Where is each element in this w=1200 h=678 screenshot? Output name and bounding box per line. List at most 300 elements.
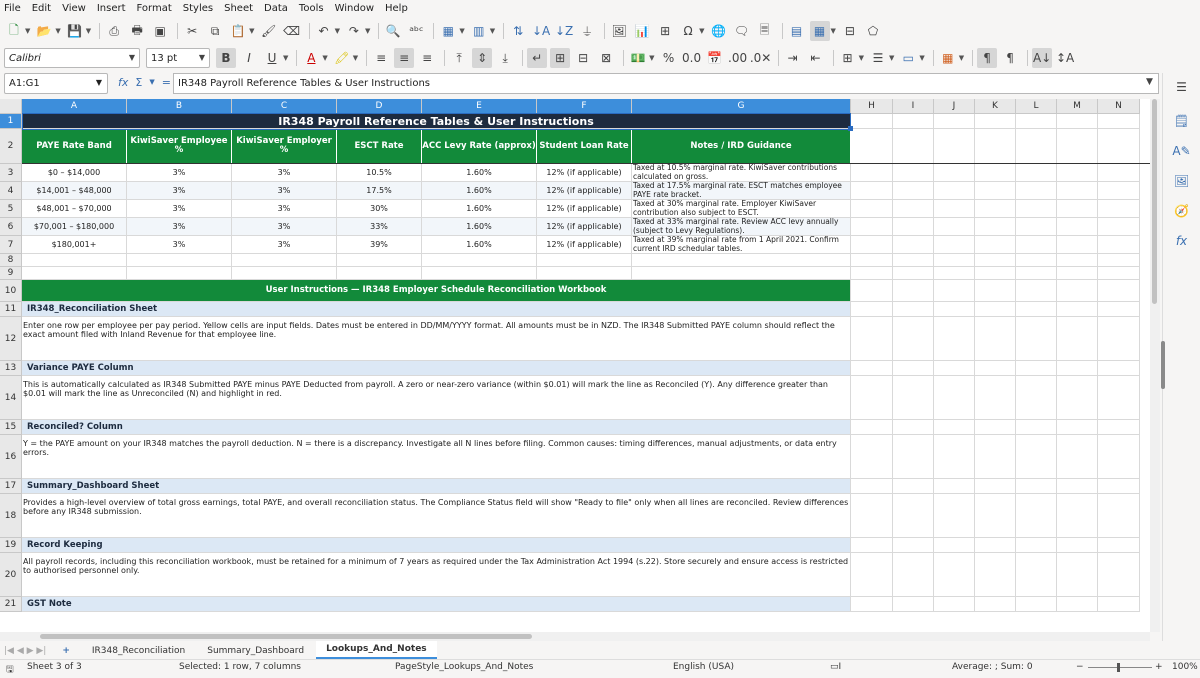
align-left-icon[interactable]: ≡ <box>376 51 387 65</box>
grid-cell[interactable] <box>851 129 893 164</box>
grid-cell[interactable] <box>1016 182 1057 200</box>
chevron-down-icon[interactable]: ▼ <box>888 54 895 62</box>
table-cell[interactable]: 3% <box>127 236 232 254</box>
table-cell[interactable]: 1.60% <box>422 200 537 218</box>
grid-cell[interactable] <box>1098 479 1140 494</box>
section-body-cell[interactable]: This is automatically calculated as IR348 Submitted PAYE minus PAYE Deducted from payroll. A zero or near-zero variance (within $0.01) will mark the line as Reconciled (Y). Any difference greater than $0.01 will mark the line as Unreconciled (N) and highlight in red. <box>22 376 851 420</box>
text-direction-ltr-icon[interactable]: ¶ <box>977 48 997 68</box>
sort-ascending-icon[interactable]: ↓A <box>531 24 551 38</box>
grid-cell[interactable] <box>632 254 851 267</box>
italic-icon[interactable]: I <box>247 51 251 65</box>
chevron-down-icon[interactable]: ▼ <box>95 78 102 87</box>
grid-cell[interactable] <box>851 218 893 236</box>
number-format-icon[interactable]: 0.0 <box>682 51 702 65</box>
grid-cell[interactable] <box>851 376 893 420</box>
grid-cell[interactable] <box>1098 302 1140 317</box>
navigator-icon[interactable]: 🧭 <box>1174 204 1189 218</box>
row-header[interactable]: 16 <box>0 435 22 479</box>
grid-cell[interactable] <box>893 218 934 236</box>
menu-item-sheet[interactable]: Sheet <box>224 3 254 14</box>
zoom-slider-handle[interactable] <box>1117 663 1120 672</box>
insert-chart-icon[interactable]: 📊 <box>634 24 650 38</box>
table-cell[interactable]: 12% (if applicable) <box>537 200 632 218</box>
section-body-cell[interactable]: Provides a high-level overview of total gross earnings, total PAYE, and overall reconciliation status. The Compliance Status field will show "Ready to file" only when all lines are reconciled. Review differences before any IR348 submission. <box>22 494 851 538</box>
row-header[interactable]: 8 <box>0 254 22 267</box>
grid-cell[interactable] <box>1057 597 1098 612</box>
grid-cell[interactable] <box>975 280 1016 302</box>
merge-center-icon[interactable]: ⊞ <box>550 48 570 68</box>
column-header[interactable]: B <box>127 99 232 114</box>
row-header[interactable]: 21 <box>0 597 22 612</box>
open-folder-icon[interactable]: 📂 <box>36 24 52 38</box>
column-header[interactable]: K <box>975 99 1016 114</box>
hyperlink-icon[interactable]: 🌐 <box>711 24 726 38</box>
column-header[interactable]: F <box>537 99 632 114</box>
grid-cell[interactable] <box>1016 435 1057 479</box>
grid-cell[interactable] <box>1098 553 1140 597</box>
chevron-down-icon[interactable]: ▼ <box>283 54 289 62</box>
menu-item-help[interactable]: Help <box>385 3 408 14</box>
highlight-color-icon[interactable]: 🖍 <box>334 51 350 65</box>
chevron-down-icon[interactable]: ▼ <box>364 27 371 35</box>
grid-cell[interactable] <box>851 267 893 280</box>
grid-cell[interactable] <box>934 538 975 553</box>
table-cell[interactable]: 3% <box>232 182 337 200</box>
grid-cell[interactable] <box>851 280 893 302</box>
undo-icon[interactable]: ↶ <box>318 24 329 38</box>
grid-cell[interactable] <box>975 494 1016 538</box>
section-heading-cell[interactable]: Summary_Dashboard Sheet <box>22 479 851 494</box>
clone-formatting-icon[interactable]: 🖌 <box>260 24 277 38</box>
grid-cell[interactable] <box>851 553 893 597</box>
table-cell[interactable]: 3% <box>232 218 337 236</box>
grid-cell[interactable] <box>851 200 893 218</box>
chevron-down-icon[interactable]: ▼ <box>459 27 465 35</box>
grid-cell[interactable] <box>1057 361 1098 376</box>
notes-cell[interactable]: Taxed at 39% marginal rate from 1 April 2021. Confirm current IRD schedular tables. <box>632 236 851 254</box>
chevron-down-icon[interactable]: ▼ <box>489 27 496 35</box>
menu-item-tools[interactable]: Tools <box>298 3 324 14</box>
grid-cell[interactable] <box>934 182 975 200</box>
table-cell[interactable]: 17.5% <box>337 182 422 200</box>
grid-cell[interactable] <box>1016 361 1057 376</box>
tab-navigation-icon[interactable]: |◀ ◀ ▶ ▶| <box>4 646 47 656</box>
add-sheet-button[interactable]: + <box>62 646 70 656</box>
column-header[interactable]: E <box>422 99 537 114</box>
grid-cell[interactable] <box>851 236 893 254</box>
new-document-icon[interactable]: 🗋 <box>9 22 19 37</box>
grid-cell[interactable] <box>1016 200 1057 218</box>
zoom-in-icon[interactable]: + <box>1155 662 1163 672</box>
grid-cell[interactable] <box>851 494 893 538</box>
grid-cell[interactable] <box>851 164 893 182</box>
vertical-scrollbar[interactable] <box>1150 99 1160 632</box>
grid-cell[interactable] <box>1098 236 1140 254</box>
grid-cell[interactable] <box>1098 218 1140 236</box>
find-replace-icon[interactable]: 🔍 <box>385 24 401 38</box>
grid-cell[interactable] <box>851 538 893 553</box>
tab-ir348-reconciliation[interactable]: IR348_Reconciliation <box>91 646 186 656</box>
tab-lookups-and-notes[interactable]: Lookups_And_Notes <box>316 641 437 659</box>
grid-cell[interactable] <box>893 129 934 164</box>
selection-mode-icon[interactable]: ▭I <box>830 662 842 672</box>
grid-cell[interactable] <box>337 267 422 280</box>
chevron-down-icon[interactable]: ▼ <box>699 27 705 35</box>
grid-cell[interactable] <box>893 361 934 376</box>
grid-cell[interactable] <box>1016 494 1057 538</box>
grid-cell[interactable] <box>232 254 337 267</box>
grid-cell[interactable] <box>934 435 975 479</box>
insert-image-icon[interactable]: 🖼 <box>611 24 627 38</box>
grid-cell[interactable] <box>934 361 975 376</box>
grid-cell[interactable] <box>1057 435 1098 479</box>
grid-cell[interactable] <box>975 164 1016 182</box>
spreadsheet-grid[interactable] <box>0 99 1150 632</box>
chevron-down-icon[interactable]: ▼ <box>249 27 255 35</box>
column-header[interactable]: J <box>934 99 975 114</box>
section-heading-cell[interactable]: Record Keeping <box>22 538 851 553</box>
tab-summary-dashboard[interactable]: Summary_Dashboard <box>207 646 305 656</box>
grid-cell[interactable] <box>975 302 1016 317</box>
align-top-icon[interactable]: ⤒ <box>456 50 462 65</box>
table-cell[interactable]: 39% <box>337 236 422 254</box>
grid-cell[interactable] <box>934 302 975 317</box>
grid-cell[interactable] <box>893 267 934 280</box>
table-cell[interactable]: 12% (if applicable) <box>537 236 632 254</box>
table-cell[interactable]: $14,001 – $48,000 <box>22 182 127 200</box>
properties-icon[interactable]: 🗒 <box>1173 114 1190 128</box>
paste-icon[interactable]: 📋 <box>230 24 246 38</box>
chevron-down-icon[interactable]: ▼ <box>128 53 135 62</box>
sort-icon[interactable]: ⇅ <box>513 24 524 38</box>
grid-cell[interactable] <box>1057 254 1098 267</box>
grid-cell[interactable] <box>975 479 1016 494</box>
formula-input[interactable] <box>173 73 1159 94</box>
row-header[interactable]: 6 <box>0 218 22 236</box>
column-icon[interactable]: ▥ <box>473 24 485 38</box>
chevron-down-icon[interactable]: ▼ <box>830 27 836 35</box>
grid-cell[interactable] <box>1057 129 1098 164</box>
grid-cell[interactable] <box>1057 182 1098 200</box>
row-header[interactable]: 17 <box>0 479 22 494</box>
menu-item-insert[interactable]: Insert <box>96 3 126 14</box>
increase-indent-icon[interactable]: ⇥ <box>787 51 798 65</box>
print-icon[interactable]: 🖶 <box>131 22 143 37</box>
sheet-title-cell[interactable]: IR348 Payroll Reference Tables & User Instructions <box>22 114 851 129</box>
grid-cell[interactable] <box>1016 302 1057 317</box>
borders-icon[interactable]: ⊞ <box>842 51 853 65</box>
grid-cell[interactable] <box>1057 302 1098 317</box>
grid-cell[interactable] <box>893 302 934 317</box>
grid-cell[interactable] <box>975 597 1016 612</box>
cut-icon[interactable]: ✂ <box>187 24 198 38</box>
formula-icon[interactable]: = <box>161 76 171 89</box>
table-cell[interactable]: 3% <box>232 164 337 182</box>
grid-cell[interactable] <box>893 435 934 479</box>
column-header[interactable]: G <box>632 99 851 114</box>
grid-cell[interactable] <box>1016 420 1057 435</box>
grid-cell[interactable] <box>1057 236 1098 254</box>
row-header[interactable]: 20 <box>0 553 22 597</box>
grid-cell[interactable] <box>1098 164 1140 182</box>
section-heading-cell[interactable]: GST Note <box>22 597 851 612</box>
grid-cell[interactable] <box>1016 597 1057 612</box>
table-header-cell[interactable]: ACC Levy Rate (approx) <box>422 129 537 164</box>
grid-cell[interactable] <box>975 420 1016 435</box>
table-cell[interactable]: 3% <box>232 236 337 254</box>
table-cell[interactable]: 33% <box>337 218 422 236</box>
name-box[interactable] <box>4 73 108 94</box>
chevron-down-icon[interactable]: ▼ <box>85 27 92 35</box>
grid-cell[interactable] <box>1016 538 1057 553</box>
wrap-text-icon[interactable]: ↵ <box>527 48 547 68</box>
grid-cell[interactable] <box>1057 218 1098 236</box>
text-left-to-right-icon[interactable]: A↓ <box>1032 48 1052 68</box>
clear-formatting-icon[interactable]: ⌫ <box>283 24 301 38</box>
grid-cell[interactable] <box>1016 129 1057 164</box>
table-cell[interactable]: 1.60% <box>422 164 537 182</box>
table-cell[interactable]: 12% (if applicable) <box>537 218 632 236</box>
vertical-scroll-thumb[interactable] <box>1152 99 1157 304</box>
table-header-cell[interactable]: ESCT Rate <box>337 129 422 164</box>
grid-cell[interactable] <box>934 129 975 164</box>
show-draw-functions-icon[interactable]: ⬠ <box>867 24 879 38</box>
section-heading-cell[interactable]: Reconciled? Column <box>22 420 851 435</box>
select-all-corner[interactable] <box>0 99 22 114</box>
column-header[interactable]: H <box>851 99 893 114</box>
grid-cell[interactable] <box>1098 200 1140 218</box>
grid-cell[interactable] <box>1098 597 1140 612</box>
column-header[interactable]: A <box>22 99 127 114</box>
currency-format-icon[interactable]: 💵 <box>630 51 646 65</box>
grid-cell[interactable] <box>1057 553 1098 597</box>
grid-cell[interactable] <box>1098 129 1140 164</box>
grid-cell[interactable] <box>1057 420 1098 435</box>
delete-decimal-icon[interactable]: .0✕ <box>749 51 772 65</box>
table-cell[interactable]: 3% <box>127 182 232 200</box>
define-print-area-icon[interactable]: ▤ <box>790 24 803 38</box>
grid-cell[interactable] <box>1057 479 1098 494</box>
copy-icon[interactable]: ⧉ <box>210 23 220 38</box>
grid-cell[interactable] <box>1098 435 1140 479</box>
special-character-icon[interactable]: Ω <box>683 24 693 38</box>
redo-icon[interactable]: ↷ <box>348 24 359 38</box>
autofilter-icon[interactable]: ⏚ <box>581 24 594 39</box>
chevron-down-icon[interactable]: ▼ <box>958 54 965 62</box>
row-header[interactable]: 13 <box>0 361 22 376</box>
grid-cell[interactable] <box>1098 254 1140 267</box>
grid-cell[interactable] <box>1016 317 1057 361</box>
chevron-down-icon[interactable]: ▼ <box>149 78 155 86</box>
grid-cell[interactable] <box>893 200 934 218</box>
grid-cell[interactable] <box>1098 420 1140 435</box>
grid-cell[interactable] <box>1057 317 1098 361</box>
grid-cell[interactable] <box>1098 182 1140 200</box>
grid-cell[interactable] <box>934 553 975 597</box>
menu-item-format[interactable]: Format <box>136 3 172 14</box>
grid-cell[interactable] <box>1016 236 1057 254</box>
grid-cell[interactable] <box>632 267 851 280</box>
table-header-cell[interactable]: Student Loan Rate <box>537 129 632 164</box>
table-header-cell[interactable]: KiwiSaver Employer % <box>232 129 337 164</box>
row-icon[interactable]: ▦ <box>442 24 455 38</box>
grid-cell[interactable] <box>1098 280 1140 302</box>
grid-cell[interactable] <box>127 254 232 267</box>
grid-cell[interactable] <box>1057 538 1098 553</box>
grid-cell[interactable] <box>1098 114 1140 129</box>
grid-cell[interactable] <box>851 597 893 612</box>
table-cell[interactable]: $180,001+ <box>22 236 127 254</box>
grid-cell[interactable] <box>975 236 1016 254</box>
grid-cell[interactable] <box>893 182 934 200</box>
instructions-title-cell[interactable]: User Instructions — IR348 Employer Schedule Reconciliation Workbook <box>22 280 851 302</box>
grid-cell[interactable] <box>893 376 934 420</box>
table-cell[interactable]: $0 – $14,000 <box>22 164 127 182</box>
function-wizard-icon[interactable]: fx <box>118 76 129 89</box>
table-cell[interactable]: $70,001 – $180,000 <box>22 218 127 236</box>
grid-cell[interactable] <box>22 267 127 280</box>
unmerge-cells-icon[interactable]: ⊠ <box>601 51 612 65</box>
grid-cell[interactable] <box>893 317 934 361</box>
notes-cell[interactable]: Taxed at 17.5% marginal rate. ESCT matches employee PAYE rate bracket. <box>632 182 851 200</box>
grid-cell[interactable] <box>1098 267 1140 280</box>
grid-cell[interactable] <box>893 494 934 538</box>
grid-cell[interactable] <box>1057 280 1098 302</box>
expand-formula-bar-icon[interactable]: ▼ <box>1146 77 1153 87</box>
notes-cell[interactable]: Taxed at 33% marginal rate. Review ACC levy annually (subject to Levy Regulations). <box>632 218 851 236</box>
bold-icon[interactable]: B <box>216 48 236 68</box>
grid-cell[interactable] <box>232 267 337 280</box>
grid-cell[interactable] <box>893 420 934 435</box>
comment-icon[interactable]: 🗨 <box>733 24 750 38</box>
row-header[interactable]: 12 <box>0 317 22 361</box>
grid-cell[interactable] <box>1016 164 1057 182</box>
split-window-icon[interactable]: ⊟ <box>844 24 855 38</box>
grid-cell[interactable] <box>1057 114 1098 129</box>
table-cell[interactable]: 1.60% <box>422 182 537 200</box>
chevron-down-icon[interactable]: ▼ <box>919 54 925 62</box>
grid-cell[interactable] <box>893 280 934 302</box>
grid-cell[interactable] <box>893 164 934 182</box>
grid-cell[interactable] <box>893 236 934 254</box>
grid-cell[interactable] <box>1016 280 1057 302</box>
section-body-cell[interactable]: Y = the PAYE amount on your IR348 matches the payroll deduction. N = there is a discrepancy. Investigate all N lines before filing. Common causes: timing differences, manual adjustments, or data entry errors. <box>22 435 851 479</box>
grid-cell[interactable] <box>537 254 632 267</box>
grid-cell[interactable] <box>975 317 1016 361</box>
row-header[interactable]: 14 <box>0 376 22 420</box>
text-direction-rtl-icon[interactable]: ¶ <box>1006 51 1014 65</box>
row-header[interactable]: 2 <box>0 129 22 164</box>
grid-cell[interactable] <box>1098 494 1140 538</box>
column-header[interactable]: M <box>1057 99 1098 114</box>
grid-cell[interactable] <box>851 302 893 317</box>
pivot-table-icon[interactable]: ⊞ <box>660 24 671 38</box>
grid-cell[interactable] <box>851 182 893 200</box>
column-header[interactable]: N <box>1098 99 1140 114</box>
notes-cell[interactable]: Taxed at 30% marginal rate. Employer KiwiSaver contribution also subject to ESCT. <box>632 200 851 218</box>
grid-cell[interactable] <box>851 254 893 267</box>
add-decimal-icon[interactable]: .00 <box>728 51 748 65</box>
section-body-cell[interactable]: Enter one row per employee per pay period. Yellow cells are input fields. Dates must be entered in DD/MM/YYYY format. All amounts must be in NZD. The IR348 Submitted PAYE column should reflect the exact amount filed with Inland Revenue for that employee line. <box>22 317 851 361</box>
table-cell[interactable]: 12% (if applicable) <box>537 182 632 200</box>
freeze-rows-columns-icon[interactable]: ▦ <box>810 21 830 41</box>
column-header[interactable]: D <box>337 99 422 114</box>
section-heading-cell[interactable]: Variance PAYE Column <box>22 361 851 376</box>
table-cell[interactable]: 10.5% <box>337 164 422 182</box>
table-cell[interactable]: 3% <box>232 200 337 218</box>
print-preview-icon[interactable]: ▣ <box>154 24 166 38</box>
row-header[interactable]: 18 <box>0 494 22 538</box>
chevron-down-icon[interactable]: ▼ <box>858 54 864 62</box>
table-cell[interactable]: 12% (if applicable) <box>537 164 632 182</box>
grid-cell[interactable] <box>893 538 934 553</box>
grid-cell[interactable] <box>893 254 934 267</box>
date-format-icon[interactable]: 📅 <box>707 51 723 65</box>
save-icon[interactable]: 💾 <box>67 24 83 38</box>
section-body-cell[interactable]: All payroll records, including this reconciliation workbook, must be retained for a minimum of 7 years as required under the Tax Administration Act 1994 (s.22). Store securely and ensure access is restricted to authorised personnel only. <box>22 553 851 597</box>
grid-cell[interactable] <box>851 435 893 479</box>
grid-cell[interactable] <box>851 479 893 494</box>
row-header[interactable]: 1 <box>0 114 22 129</box>
sidebar-collapse-handle[interactable] <box>1161 341 1165 389</box>
grid-cell[interactable] <box>1057 376 1098 420</box>
table-header-cell[interactable]: PAYE Rate Band <box>22 129 127 164</box>
align-right-icon[interactable]: ≡ <box>422 51 433 65</box>
row-header[interactable]: 7 <box>0 236 22 254</box>
align-center-icon[interactable]: ≡ <box>394 48 414 68</box>
row-header[interactable]: 15 <box>0 420 22 435</box>
gallery-icon[interactable]: 🖼 <box>1173 174 1190 188</box>
grid-cell[interactable] <box>934 164 975 182</box>
percent-format-icon[interactable]: % <box>662 51 675 65</box>
grid-cell[interactable] <box>934 236 975 254</box>
grid-cell[interactable] <box>934 280 975 302</box>
functions-icon[interactable]: fx <box>1175 234 1188 248</box>
grid-cell[interactable] <box>893 479 934 494</box>
grid-cell[interactable] <box>934 114 975 129</box>
chevron-down-icon[interactable]: ▼ <box>198 53 205 62</box>
export-pdf-icon[interactable]: ⎙ <box>109 23 119 38</box>
table-header-cell[interactable]: Notes / IRD Guidance <box>632 129 851 164</box>
fill-handle[interactable] <box>848 126 853 131</box>
grid-cell[interactable] <box>934 317 975 361</box>
font-size-combo[interactable] <box>146 48 210 68</box>
grid-cell[interactable] <box>851 420 893 435</box>
grid-cell[interactable] <box>934 200 975 218</box>
grid-cell[interactable] <box>22 254 127 267</box>
grid-cell[interactable] <box>851 317 893 361</box>
menu-item-styles[interactable]: Styles <box>182 3 214 14</box>
grid-cell[interactable] <box>934 218 975 236</box>
row-header[interactable]: 9 <box>0 267 22 280</box>
row-header[interactable]: 5 <box>0 200 22 218</box>
sort-descending-icon[interactable]: ↓Z <box>554 24 574 38</box>
border-color-icon[interactable]: ▭ <box>902 51 915 65</box>
grid-cell[interactable] <box>1016 376 1057 420</box>
menu-item-data[interactable]: Data <box>264 3 288 14</box>
align-middle-icon[interactable]: ⇕ <box>472 48 492 68</box>
table-cell[interactable]: $48,001 – $70,000 <box>22 200 127 218</box>
grid-cell[interactable] <box>337 254 422 267</box>
horizontal-scrollbar[interactable] <box>0 632 1150 641</box>
grid-cell[interactable] <box>893 553 934 597</box>
grid-cell[interactable] <box>1016 218 1057 236</box>
chevron-down-icon[interactable]: ▼ <box>649 54 655 62</box>
merge-cells-icon[interactable]: ⊟ <box>578 51 589 65</box>
grid-cell[interactable] <box>537 267 632 280</box>
grid-cell[interactable] <box>975 114 1016 129</box>
grid-cell[interactable] <box>934 494 975 538</box>
